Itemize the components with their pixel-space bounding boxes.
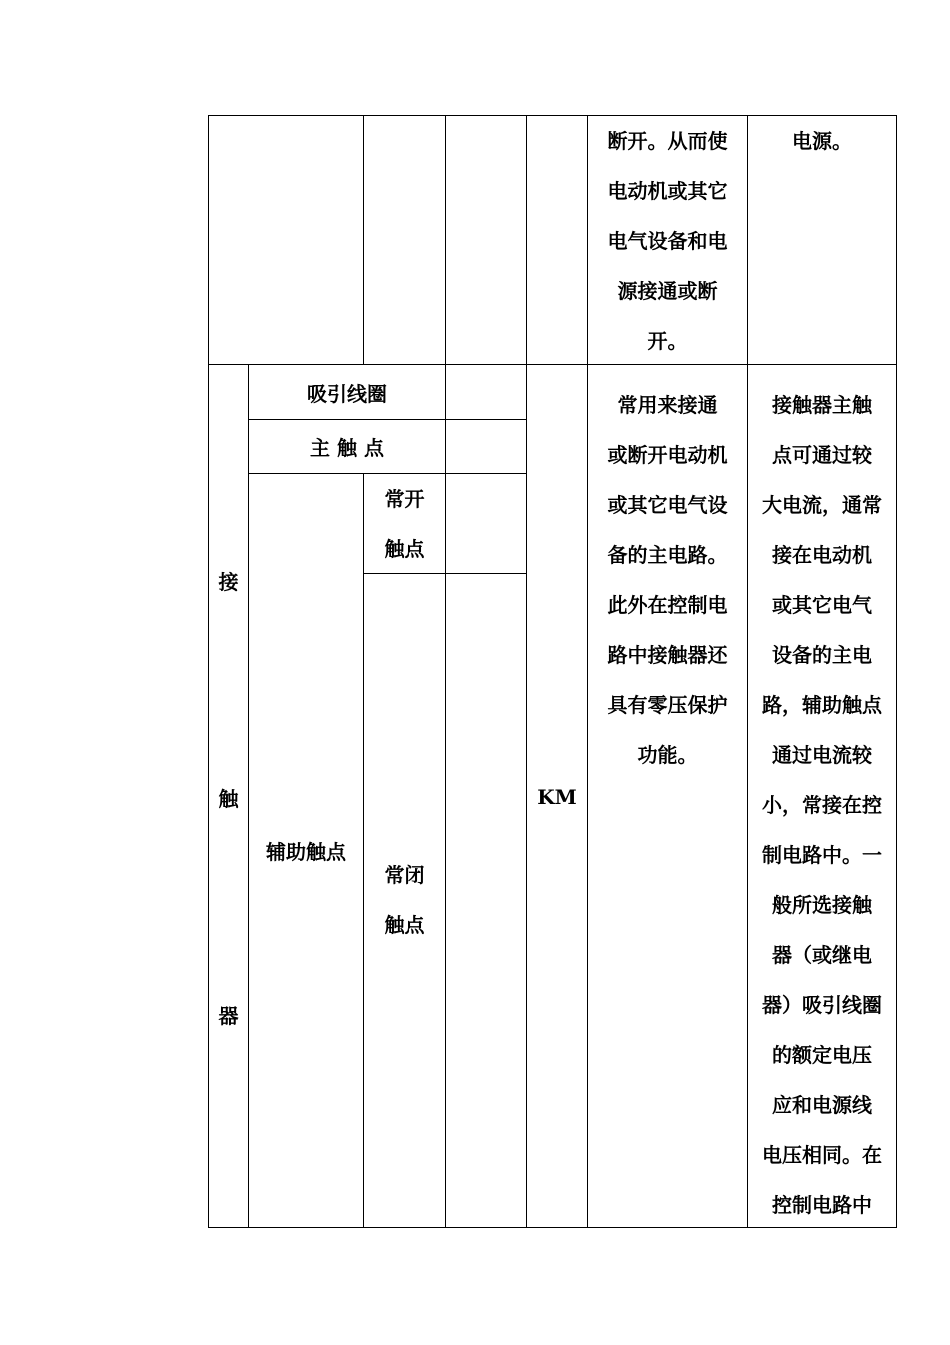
notes-line: 应和电源线 (772, 1093, 872, 1117)
col-divider-part-extra (445, 364, 446, 1228)
notes-line: 小，常接在控 (762, 793, 882, 817)
top-row-notes-line: 电源。 (792, 129, 852, 153)
col-divider-name (248, 364, 249, 1228)
notes-line: 的额定电压 (772, 1043, 872, 1067)
no-contact-line: 触点 (384, 537, 425, 561)
notes-line: 般所选接触 (772, 893, 872, 917)
notes-line: 设备的主电 (772, 643, 872, 667)
part-main-contact-label: 主 触 点 (310, 436, 384, 460)
top-row-function-text (588, 116, 747, 366)
nc-contact-line: 触点 (384, 913, 425, 937)
contactor-name-char-3: 器 (218, 1003, 239, 1028)
contactor-function-text (588, 380, 747, 780)
top-row-function-line: 电动机或其它 (607, 179, 728, 203)
symbol-text: KM (537, 785, 577, 809)
table-border-left (208, 115, 209, 1228)
notes-line: 器）吸引线圈 (762, 993, 882, 1017)
nc-contact-line: 常闭 (384, 863, 425, 887)
notes-line: 制电路中。一 (762, 843, 882, 867)
top-row-function-line: 断开。从而使 (607, 129, 728, 153)
function-line: 功能。 (637, 743, 698, 767)
notes-line: 或其它电气 (772, 593, 872, 617)
notes-line: 器（或继电 (772, 943, 872, 967)
part-coil-label: 吸引线圈 (307, 381, 387, 406)
function-line: 备的主电路。 (607, 543, 728, 567)
top-row-divider-2 (445, 115, 446, 365)
notes-line: 通过电流较 (772, 743, 872, 767)
table-border-right (896, 115, 897, 1228)
part-aux-contact-label: 辅助触点 (266, 839, 346, 864)
function-line: 或其它电气设 (607, 493, 728, 517)
notes-line: 路，辅助触点 (762, 693, 882, 717)
contactor-notes-text (748, 380, 896, 1230)
top-row-notes-text (748, 116, 896, 166)
contactor-name-char-1: 接 (218, 569, 239, 594)
function-line: 或断开电动机 (607, 443, 728, 467)
notes-line: 点可通过较 (772, 443, 872, 467)
function-line: 具有零压保护 (607, 693, 728, 717)
contactor-name-char-2: 触 (218, 786, 239, 811)
notes-line: 接触器主触 (772, 393, 872, 417)
top-row-function-line: 开。 (647, 329, 688, 353)
col-divider-symbol-left (526, 115, 527, 1228)
notes-line: 控制电路中 (772, 1193, 872, 1217)
notes-line: 电压相同。在 (762, 1143, 882, 1167)
top-row-function-line: 源接通或断 (617, 279, 718, 303)
function-line: 路中接触器还 (607, 643, 728, 667)
part-nc-contact-label (364, 850, 445, 950)
notes-line: 接在电动机 (772, 543, 872, 567)
part-no-contact-label (364, 474, 445, 574)
top-row-divider-1 (363, 115, 364, 365)
function-line: 此外在控制电 (607, 593, 728, 617)
top-row-function-line: 电气设备和电 (607, 229, 728, 253)
notes-line: 大电流，通常 (762, 493, 882, 517)
function-line: 常用来接通 (617, 393, 718, 417)
no-contact-line: 常开 (384, 487, 425, 511)
